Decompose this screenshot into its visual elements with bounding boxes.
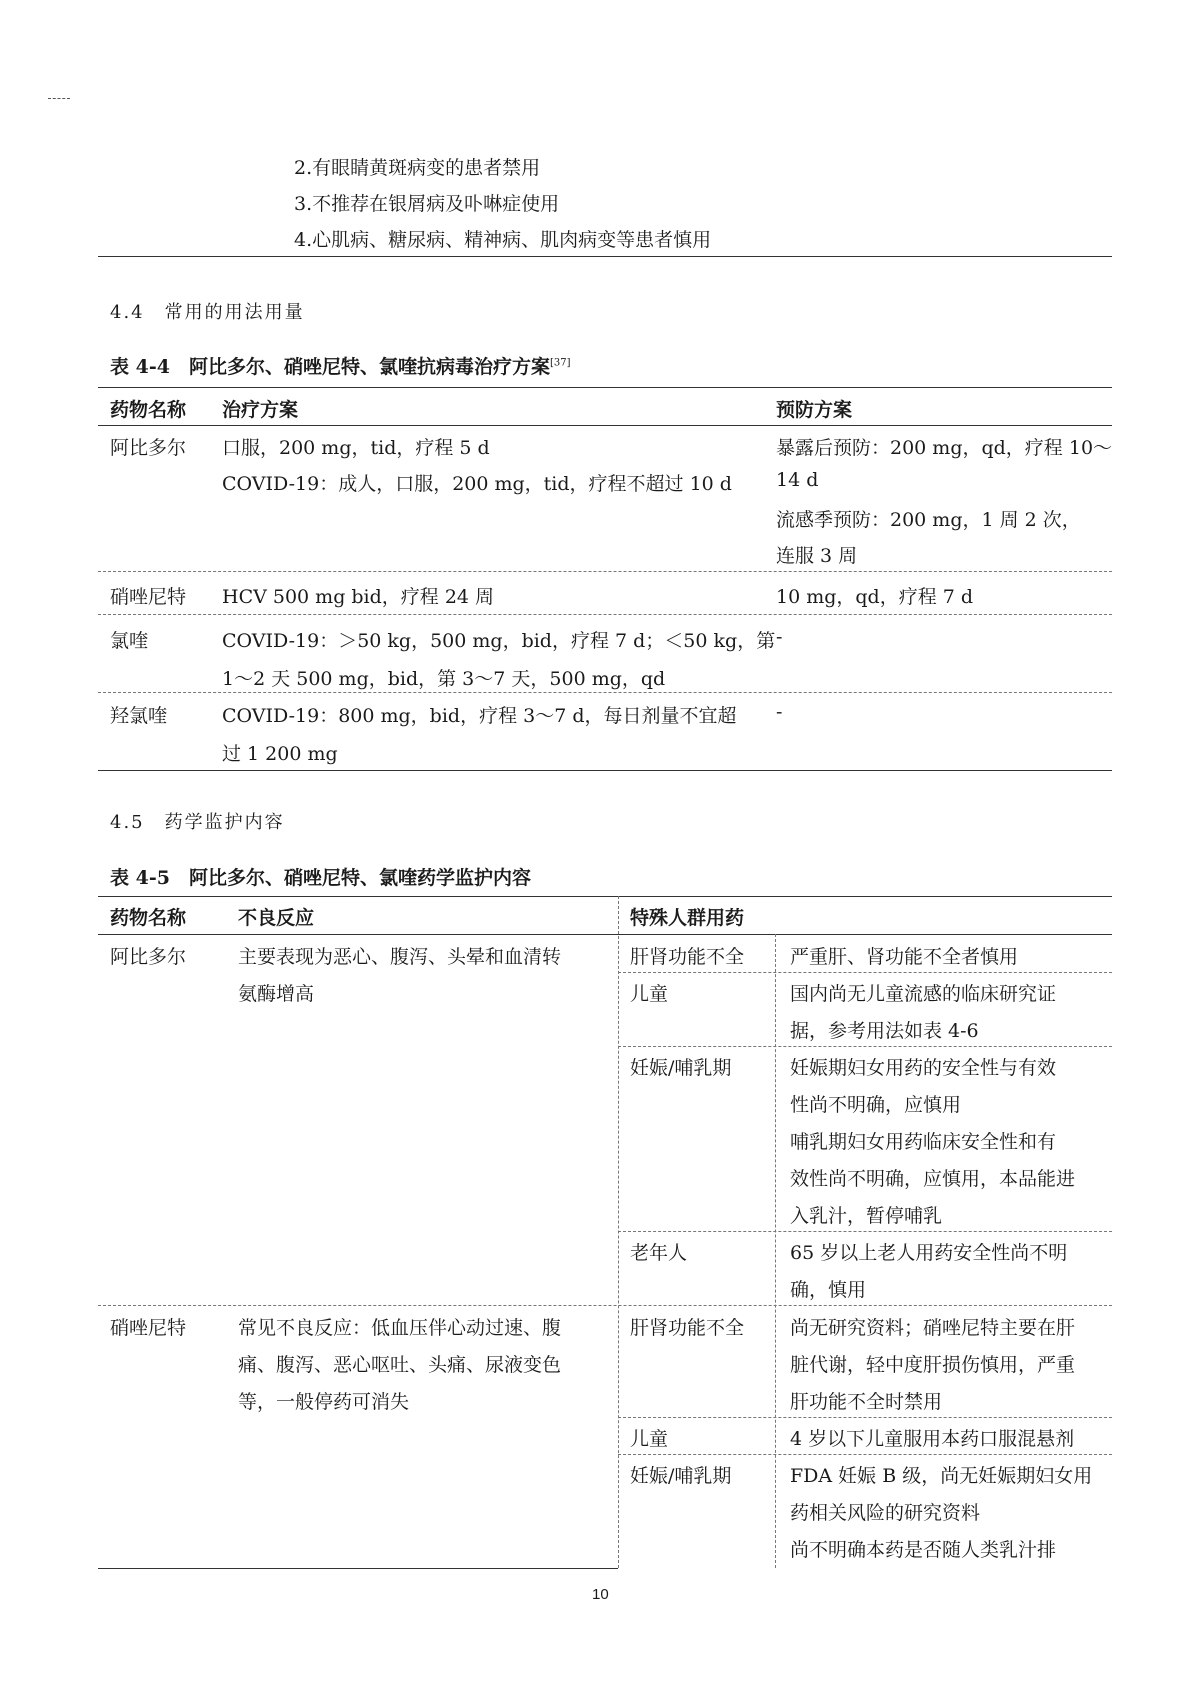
population-note: 入乳汁，暂停哺乳	[790, 1205, 943, 1227]
population-note: 脏代谢，轻中度肝损伤慎用，严重	[790, 1354, 1076, 1376]
drug-name: 阿比多尔	[110, 437, 187, 459]
prevention-line: 14 d	[776, 469, 819, 491]
population-note: 尚不明确本药是否随人类乳汁排	[790, 1539, 1057, 1561]
header-rule	[98, 425, 1112, 426]
column-divider	[775, 934, 776, 1568]
prevention-line: 连服 3 周	[776, 545, 858, 567]
population-note: 据，参考用法如表 4-6	[790, 1020, 979, 1042]
table-bottom-rule	[98, 1568, 618, 1569]
adverse-line: 主要表现为恶心、腹泻、头晕和血清转	[238, 946, 562, 968]
table-bottom-rule	[98, 256, 1112, 257]
drug-name: 氯喹	[110, 630, 149, 652]
section-heading: 4.5 药学监护内容	[110, 812, 285, 833]
treatment-line: 过 1 200 mg	[222, 743, 338, 765]
drug-name: 阿比多尔	[110, 946, 187, 968]
population-note: 国内尚无儿童流感的临床研究证	[790, 983, 1057, 1005]
header-rule	[98, 934, 1112, 935]
population-note: 哺乳期妇女用药临床安全性和有	[790, 1131, 1057, 1153]
population-group: 儿童	[630, 983, 669, 1005]
row-divider	[618, 972, 1112, 973]
population-note: 65 岁以上老人用药安全性尚不明	[790, 1242, 1068, 1264]
table-caption: 表 4-4 阿比多尔、硝唑尼特、氯喹抗病毒治疗方案[37]	[110, 356, 571, 378]
drug-name: 硝唑尼特	[110, 1317, 187, 1339]
page-number: 10	[592, 1586, 609, 1603]
column-header: 治疗方案	[222, 399, 299, 421]
prevention-line: 暴露后预防：200 mg，qd，疗程 10～	[776, 437, 1113, 459]
population-group: 肝肾功能不全	[630, 1317, 745, 1339]
adverse-line: 等，一般停药可消失	[238, 1391, 410, 1413]
row-divider	[98, 571, 1112, 572]
row-divider	[618, 1454, 1112, 1455]
population-note: 4 岁以下儿童服用本药口服混悬剂	[790, 1428, 1075, 1450]
population-note: 性尚不明确，应慎用	[790, 1094, 962, 1116]
table-top-rule	[98, 387, 1112, 388]
adverse-line: 常见不良反应：低血压伴心动过速、腹	[238, 1317, 562, 1339]
drug-name: 羟氯喹	[110, 705, 168, 727]
treatment-line: HCV 500 mg bid，疗程 24 周	[222, 586, 495, 608]
list-item: 2.有眼睛黄斑病变的患者禁用	[294, 157, 541, 179]
treatment-line: COVID-19：成人，口服，200 mg，tid，疗程不超过 10 d	[222, 473, 732, 495]
treatment-line: COVID-19：800 mg，bid，疗程 3～7 d，每日剂量不宜超	[222, 705, 737, 727]
column-divider	[618, 896, 619, 1568]
column-header: 药物名称	[110, 399, 187, 421]
prevention-line: 流感季预防：200 mg，1 周 2 次，	[776, 509, 1081, 531]
treatment-line: 口服，200 mg，tid，疗程 5 d	[222, 437, 490, 459]
population-group: 妊娠/哺乳期	[630, 1057, 732, 1079]
population-group: 妊娠/哺乳期	[630, 1465, 732, 1487]
table-bottom-rule	[98, 770, 1112, 771]
section-heading: 4.4 常用的用法用量	[110, 302, 305, 323]
adverse-line: 痛、腹泻、恶心呕吐、头痛、尿液变色	[238, 1354, 562, 1376]
reference-mark: [37]	[549, 357, 571, 369]
treatment-line: COVID-19：＞50 kg，500 mg，bid，疗程 7 d；＜50 kg，第	[222, 630, 776, 652]
population-note: 妊娠期妇女用药的安全性与有效	[790, 1057, 1057, 1079]
column-header: 预防方案	[776, 399, 853, 421]
column-header: 药物名称	[110, 907, 187, 929]
column-header: 特殊人群用药	[630, 907, 745, 929]
column-header: 不良反应	[238, 907, 315, 929]
list-item: 4.心肌病、糖尿病、精神病、肌肉病变等患者慎用	[294, 229, 712, 251]
table-caption: 表 4-5 阿比多尔、硝唑尼特、氯喹药学监护内容	[110, 867, 531, 889]
row-divider	[98, 692, 1112, 693]
prevention-line: -	[776, 701, 783, 723]
row-divider	[618, 1231, 1112, 1232]
population-group: 老年人	[630, 1242, 688, 1264]
treatment-line: 1～2 天 500 mg，bid，第 3～7 天，500 mg，qd	[222, 668, 666, 690]
row-divider	[98, 1305, 1112, 1306]
population-note: 确，慎用	[790, 1279, 867, 1301]
population-group: 儿童	[630, 1428, 669, 1450]
population-note: 尚无研究资料；硝唑尼特主要在肝	[790, 1317, 1076, 1339]
population-note: 效性尚不明确，应慎用，本品能进	[790, 1168, 1076, 1190]
row-divider	[98, 614, 1112, 615]
population-note: FDA 妊娠 B 级，尚无妊娠期妇女用	[790, 1465, 1093, 1487]
row-divider	[618, 1046, 1112, 1047]
population-note: 严重肝、肾功能不全者慎用	[790, 946, 1019, 968]
population-group: 肝肾功能不全	[630, 946, 745, 968]
adverse-line: 氨酶增高	[238, 983, 315, 1005]
table-top-rule	[98, 896, 1112, 897]
row-divider	[618, 1417, 1112, 1418]
prevention-line: -	[776, 626, 783, 648]
population-note: 药相关风险的研究资料	[790, 1502, 981, 1524]
population-note: 肝功能不全时禁用	[790, 1391, 943, 1413]
list-item: 3.不推荐在银屑病及卟啉症使用	[294, 193, 560, 215]
prevention-line: 10 mg，qd，疗程 7 d	[776, 586, 974, 608]
drug-name: 硝唑尼特	[110, 586, 187, 608]
corner-mark	[48, 98, 70, 99]
